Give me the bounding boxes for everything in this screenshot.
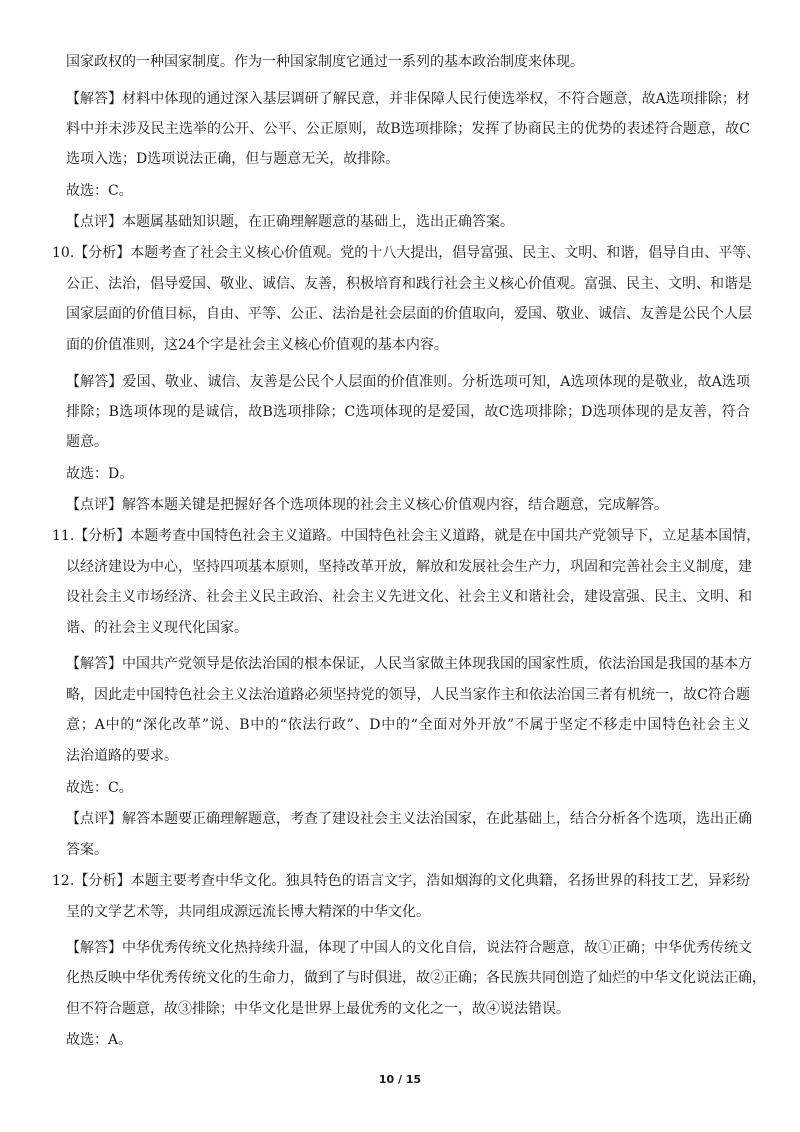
question-10-analysis: 10.【分析】本题考查了社会主义核心价值观。党的十八大提出，倡导富强、民主、文明、和谐，倡导自由、平等、 (52, 245, 761, 261)
choice-line: 故选：D。 (66, 466, 134, 482)
answer-line: 但不符合题意，故③排除；中华文化是世界上最优秀的文化之一，故④说法错误。 (66, 1001, 570, 1017)
answer-line: 排除；B选项体现的是诚信，故B选项排除；C选项体现的是爱国，故C选项排除；D选项体现的是友善，符合 (66, 404, 750, 420)
answer-line: 略，因此走中国特色社会主义法治道路必须坚持党的领导，人民当家作主和依法治国三者有机统一，故C符合题 (66, 687, 750, 703)
answer-line: 【解答】爱国、敬业、诚信、友善是公民个人层面的价值准则。分析选项可知，A选项体现的是敬业，故A选项 (66, 374, 750, 390)
answer-line: 【解答】中国共产党领导是依法治国的根本保证，人民当家做主体现我国的国家性质，依法治国是我国的基本方 (66, 656, 752, 672)
choice-line: 故选：A。 (66, 1032, 133, 1048)
comment-line: 【点评】解答本题关键是把握好各个选项体现的社会主义核心价值观内容，结合题意，完成解答。 (66, 497, 668, 513)
choice-line: 故选：C。 (66, 780, 133, 796)
analysis-line: 面的价值准则，这24个字是社会主义核心价值观的基本内容。 (66, 337, 448, 353)
comment-line: 【点评】解答本题要正确理解题意，考查了建设社会主义法治国家，在此基础上，结合分析各个选项，选出正确 (66, 811, 752, 827)
choice-line: 故选：C。 (66, 183, 133, 199)
analysis-line: 谐、的社会主义现代化国家。 (66, 620, 248, 636)
analysis-line: 国家层面的价值目标，自由、平等、公正、法治是社会层面的价值取向，爱国、敬业、诚信、友善是公民个人层 (66, 306, 752, 322)
paragraph-line: 国家政权的一种国家制度。作为一种国家制度它通过一系列的基本政治制度来体现。 (66, 54, 584, 70)
answer-line: 化热反映中华优秀传统文化的生命力，做到了与时俱进，故②正确；各民族共同创造了灿烂的中华文化说法正确， (66, 970, 766, 986)
comment-line: 【点评】本题属基础知识题，在正确理解题意的基础上，选出正确答案。 (66, 214, 514, 230)
answer-line: 法治道路的要求。 (66, 748, 178, 764)
answer-line: 料中并未涉及民主选举的公开、公平、公正原则，故B选项排除；发挥了协商民主的优势的表述符合题意，故C (66, 121, 750, 137)
comment-line: 答案。 (66, 842, 108, 858)
analysis-line: 以经济建设为中心，坚持四项基本原则，坚持改革开放，解放和发展社会生产力，巩固和完善社会主义制度，建 (66, 559, 752, 575)
answer-line: 【解答】中华优秀传统文化热持续升温，体现了中国人的文化自信，说法符合题意，故①正确；中华优秀传统文 (66, 940, 752, 956)
question-11-analysis: 11.【分析】本题考查中国特色社会主义道路。中国特色社会主义道路，就是在中国共产党领导下，立足基本国情， (52, 528, 761, 544)
analysis-line: 呈的文学艺术等，共同组成源远流长博大精深的中华文化。 (66, 904, 430, 920)
question-12-analysis: 12.【分析】本题主要考查中华文化。独具特色的语言文字，浩如烟海的文化典籍，名扬世界的科技工艺，异彩纷 (52, 873, 750, 889)
answer-line: 选项入选；D选项说法正确，但与题意无关，故排除。 (66, 151, 400, 167)
analysis-line: 公正、法治，倡导爱国、敬业、诚信、友善，积极培育和践行社会主义核心价值观。富强、民主、文明、和谐是 (66, 276, 752, 292)
answer-line: 题意。 (66, 434, 108, 450)
answer-line: 意；A中的“深化改革”说、B中的“依法行政”、D中的“全面对外开放”不属于坚定不移走中国特色社会主义 (66, 717, 750, 733)
page-number: 10 / 15 (378, 1073, 422, 1086)
answer-line: 【解答】材料中体现的通过深入基层调研了解民意，并非保障人民行使选举权，不符合题意，故A选项排除；材 (66, 91, 750, 107)
analysis-line: 设社会主义市场经济、社会主义民主政治、社会主义先进文化、社会主义和谐社会，建设富强、民主、文明、和 (66, 589, 752, 605)
